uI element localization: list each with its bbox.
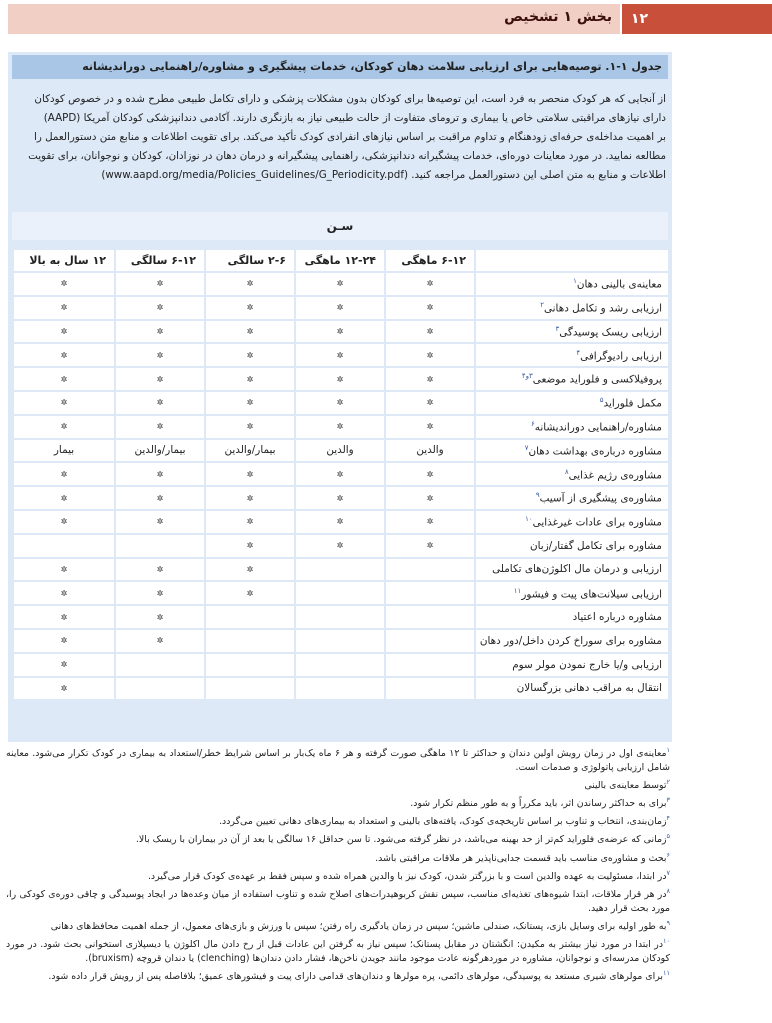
recommended-mark: ✲ (386, 511, 474, 533)
empty-cell (386, 630, 474, 652)
recommended-mark: ✲ (14, 487, 114, 509)
footnote-number: ۷ (666, 868, 670, 877)
recommended-mark: ✲ (386, 487, 474, 509)
footnote (6, 744, 670, 774)
recommended-mark: ✲ (116, 368, 204, 390)
empty-cell (296, 606, 384, 628)
recommended-mark: ✲ (386, 535, 474, 557)
row-label (476, 321, 668, 343)
row-label-text: ارزیابی سیلانت‌های پیت و فیشور (521, 587, 662, 600)
empty-cell (296, 630, 384, 652)
row-label (476, 344, 668, 366)
empty-cell (386, 582, 474, 604)
recommended-mark: ✲ (116, 582, 204, 604)
row-label (476, 416, 668, 438)
recommended-mark: ✲ (386, 416, 474, 438)
recommended-mark: ✲ (14, 678, 114, 700)
table-row (14, 368, 668, 390)
recommended-mark: ✲ (296, 487, 384, 509)
footnote (6, 776, 670, 793)
recommended-mark: ✲ (14, 392, 114, 414)
recommended-mark: ✲ (116, 606, 204, 628)
recommended-mark: ✲ (296, 344, 384, 366)
table-row (14, 297, 668, 319)
recommended-mark: ✲ (386, 463, 474, 485)
recommended-mark: ✲ (14, 416, 114, 438)
empty-cell (206, 630, 294, 652)
table-row (14, 606, 668, 628)
row-label (476, 273, 668, 295)
empty-cell (386, 654, 474, 676)
row-label-text: ارزیابی رادیوگرافی (580, 350, 662, 363)
row-label-text: مشاوره برای عادات غیرغذایی (532, 516, 662, 529)
recommended-mark: ✲ (386, 344, 474, 366)
row-label-text: مکمل فلوراید (603, 397, 662, 410)
footnote-text: در هر قرار ملاقات، ابتدا شیوه‌های تغذیه‌ای مناسب، سپس نقش کربوهیدرات‌های اصلاح شده و تناوب استفاده از میان وعده‌ها در ایجاد پوسیدگی و چاقی دوره‌ی کودکی را، مورد بحث قرار دهید. (6, 889, 670, 914)
column-header: ۲-۶ سالگی (206, 250, 294, 271)
empty-cell (14, 535, 114, 557)
recommended-mark: ✲ (206, 463, 294, 485)
page-number: ۱۲ (630, 11, 648, 27)
footnote-number: ۳ (666, 796, 670, 805)
footnote-number: ۶ (666, 850, 670, 859)
footnote-number: ۱۰ (663, 937, 670, 946)
empty-cell (296, 582, 384, 604)
footnote-number: ۴ (666, 814, 670, 823)
empty-cell (296, 559, 384, 581)
footnote (6, 917, 670, 934)
footnote-number: ۸ (666, 887, 670, 896)
footnotes (6, 744, 670, 985)
row-label (476, 559, 668, 581)
row-label (476, 463, 668, 485)
row-label (476, 440, 668, 462)
recommended-mark: ✲ (386, 321, 474, 343)
intro-line: اطلاعات و منابع به متن اصلی این دستورالعمل مراجعه کنید. (www.aapd.org/media/Policies_Guidelines/G_Periodicity.pdf) (101, 169, 666, 181)
empty-cell (116, 678, 204, 700)
footnote-ref: ۲ (540, 300, 544, 309)
row-label (476, 487, 668, 509)
footnote-text: زمان‌بندی، انتخاب و تناوب بر اساس تاریخچه‌ی کودک، یافته‌های بالینی و استعداد به بیماری‌های دهانی تعیین می‌گردد. (219, 816, 667, 828)
intro-text (14, 90, 666, 185)
footnote-ref: ۶ (531, 419, 535, 428)
recommended-mark: ✲ (116, 630, 204, 652)
empty-cell (386, 606, 474, 628)
row-label-text: مشاوره برای سوراخ کردن داخل/دور دهان (479, 634, 662, 647)
empty-cell (206, 654, 294, 676)
recommended-mark: ✲ (206, 321, 294, 343)
recommended-mark: ✲ (206, 487, 294, 509)
recommended-mark: ✲ (14, 582, 114, 604)
row-label-text: مشاوره برای تکامل گفتار/زبان (530, 539, 662, 552)
footnote (6, 794, 670, 811)
recommended-mark: ✲ (386, 392, 474, 414)
row-label (476, 630, 668, 652)
recommended-mark: ✲ (206, 511, 294, 533)
intro-line: بر اهمیت مداخله‌ی حرفه‌ای زودهنگام و تداوم مراقبت بر اساس نیازهای انفرادی کودک تأکید می‌کند. برای تقویت اطلاعات و منابع متن دستورالعمل را (34, 131, 666, 143)
recommended-mark: ✲ (116, 487, 204, 509)
recommended-mark: ✲ (206, 582, 294, 604)
recommended-mark: ✲ (14, 344, 114, 366)
empty-cell (116, 535, 204, 557)
recommended-mark: ✲ (206, 535, 294, 557)
recommended-mark: ✲ (206, 273, 294, 295)
recommended-mark: ✲ (296, 416, 384, 438)
footnote (6, 967, 670, 984)
footnote (6, 849, 670, 866)
table-cell: والدین (386, 440, 474, 462)
table-header (14, 250, 668, 271)
table-row (14, 463, 668, 485)
footnote-text: برای مولرهای شیری مستعد به پوسیدگی، مولرهای دائمی، پره مولرها و دندان‌های قدامی دارای پیت و فیشورهای عمیق؛ بلافاصله پس از رویش قرار داده شود. (48, 971, 664, 983)
row-label (476, 606, 668, 628)
footnote-text: زمانی که عرضه‌ی فلوراید کم‌تر از حد بهینه می‌باشد، در نظر گرفته می‌شود. تا سن حداقل ۱۶ سالگی یا بعد از آن در بیماران با ریسک بالا. (135, 834, 667, 846)
footnote-number: ۲ (666, 777, 670, 786)
table-row (14, 273, 668, 295)
recommended-mark: ✲ (386, 297, 474, 319)
recommended-mark: ✲ (14, 463, 114, 485)
table-row (14, 511, 668, 533)
table-row (14, 416, 668, 438)
row-label (476, 582, 668, 604)
row-label-text: ارزیابی ریسک پوسیدگی (559, 326, 662, 339)
recommended-mark: ✲ (116, 463, 204, 485)
recommended-mark: ✲ (296, 535, 384, 557)
table-row (14, 654, 668, 676)
footnote-number: ۱ (666, 746, 670, 754)
recommended-mark: ✲ (14, 368, 114, 390)
footnote (6, 885, 670, 915)
table-row (14, 487, 668, 509)
table-row (14, 535, 668, 557)
table-cell: بیمار (14, 440, 114, 462)
recommended-mark: ✲ (296, 463, 384, 485)
empty-cell (206, 606, 294, 628)
footnote-ref: ۳ (555, 324, 560, 333)
recommended-mark: ✲ (14, 273, 114, 295)
row-label-text: مشاوره/راهنمایی دوراندیشانه (534, 421, 662, 434)
recommended-mark: ✲ (206, 344, 294, 366)
age-header: سـن (12, 212, 668, 240)
recommended-mark: ✲ (206, 559, 294, 581)
recommended-mark: ✲ (116, 416, 204, 438)
empty-cell (296, 654, 384, 676)
recommended-mark: ✲ (14, 630, 114, 652)
recommended-mark: ✲ (116, 273, 204, 295)
row-label (476, 535, 668, 557)
footnote-text: توسط معاینه‌ی بالینی (584, 779, 667, 791)
recommended-mark: ✲ (296, 392, 384, 414)
recommended-mark: ✲ (116, 559, 204, 581)
recommended-mark: ✲ (296, 273, 384, 295)
table-row (14, 582, 668, 604)
empty-cell (116, 654, 204, 676)
recommended-mark: ✲ (386, 273, 474, 295)
table-row (14, 440, 668, 462)
footnote-ref: ۳و۴ (521, 372, 533, 381)
footnote-number: ۵ (666, 832, 670, 841)
column-header: ۶-۱۲ سالگی (116, 250, 204, 271)
empty-cell (296, 678, 384, 700)
footnote-text: به طور اولیه برای وسایل بازی، پستانک، صندلی ماشین؛ سپس در زمان یادگیری راه رفتن؛ سپس با ورزش و بازی‌های معمول، از جمله اهمیت محافظ‌های دهانی (50, 921, 667, 933)
column-header: ۶-۱۲ ماهگی (386, 250, 474, 271)
footnote-text: برای به حداکثر رساندن اثر، باید مکرراً و به طور منظم تکرار شود. (410, 798, 667, 810)
column-header: ۱۲-۲۴ ماهگی (296, 250, 384, 271)
row-label-text: ارزیابی رشد و تکامل دهانی (544, 302, 662, 315)
table-row (14, 559, 668, 581)
chapter-title: بخش ۱ تشخیص (504, 9, 612, 25)
table-row (14, 630, 668, 652)
recommended-mark: ✲ (116, 511, 204, 533)
table-cell: والدین (296, 440, 384, 462)
column-header: ۱۲ سال به بالا (14, 250, 114, 271)
footnote (6, 830, 670, 847)
row-label-text: مشاوره درباره‌ی بهداشت دهان (528, 445, 662, 458)
recommended-mark: ✲ (14, 297, 114, 319)
empty-cell (386, 559, 474, 581)
recommended-mark: ✲ (14, 606, 114, 628)
column-header (476, 250, 668, 271)
footnote (6, 935, 670, 965)
intro-line: از آنجایی که هر کودک منحصر به فرد است، این توصیه‌ها برای کودکان بدون مشکلات پزشکی و دارای تکامل طبیعی مطرح شده و در خصوص کودکان (34, 93, 666, 105)
recommended-mark: ✲ (206, 368, 294, 390)
recommended-mark: ✲ (296, 511, 384, 533)
footnote-ref: ۹ (535, 491, 540, 500)
empty-cell (386, 678, 474, 700)
empty-cell (206, 678, 294, 700)
table-body (14, 273, 668, 699)
intro-line: مطالعه نمایید. در مورد معاینات دوره‌ای، خدمات پیشگیرانه دندانپزشکی، راهنمایی پیشگیرانه و درمان دهان در نوزادان، کودکان و نوجوانان، برای تقویت (28, 150, 666, 162)
table-row (14, 678, 668, 700)
row-label (476, 392, 668, 414)
row-label (476, 678, 668, 700)
footnote-text: معاینه‌ی اول در زمان رویش اولین دندان و حداکثر تا ۱۲ ماهگی صورت گرفته و هر ۶ ماه یک‌بار بر اساس شرایط خطر/استعداد به بیماری در کودک تکرار می‌شود. معاینه شامل ارزیابی پاتولوژی و صدمات است. (6, 748, 670, 773)
row-label-text: انتقال به مراقب دهانی بزرگسالان (516, 682, 662, 695)
footnote-ref: ۴ (576, 348, 581, 357)
footnote-number: ۹ (666, 918, 670, 927)
row-label-text: معاینه‌ی بالینی دهان (576, 278, 662, 291)
recommended-mark: ✲ (206, 392, 294, 414)
table-caption (12, 55, 668, 79)
row-label-text: ارزیابی و/یا خارج نمودن مولر سوم (512, 658, 662, 671)
recommended-mark: ✲ (14, 654, 114, 676)
row-label-text: مشاوره درباره اعتیاد (572, 611, 662, 624)
row-label (476, 654, 668, 676)
table-box (8, 52, 672, 742)
row-label-text: مشاوره‌ی پیشگیری از آسیب (539, 492, 662, 505)
table-row (14, 392, 668, 414)
row-label (476, 368, 668, 390)
recommendations-table (12, 248, 670, 701)
recommended-mark: ✲ (296, 368, 384, 390)
footnote (6, 867, 670, 884)
footnote-ref: ۸ (564, 467, 569, 476)
footnote-text: در ابتدا، مسئولیت به عهده والدین است و با بزرگتر شدن، کودک نیز با والدین همراه شده و سپس فقط بر عهده‌ی کودک قرار می‌گیرد. (147, 871, 667, 883)
footnote-text: بحث و مشاوره‌ی مناسب باید قسمت جدایی‌ناپذیر هر ملاقات مراقبتی باشد. (375, 852, 667, 864)
row-label-text: مشاوره‌ی رژیم غذایی (568, 469, 662, 481)
recommended-mark: ✲ (296, 321, 384, 343)
table-caption-text: جدول ۱-۱. توصیه‌هایی برای ارزیابی سلامت دهان کودکان، خدمات پیشگیری و مشاوره/راهنمایی دوراندیشانه (82, 60, 662, 73)
recommended-mark: ✲ (206, 297, 294, 319)
footnote-ref: ۷ (524, 443, 529, 452)
footnote-ref: ۱۱ (513, 586, 522, 595)
table-row (14, 321, 668, 343)
footnote-text: در ابتدا در مورد نیاز بیشتر به مکیدن: انگشتان در مقابل پستانک؛ سپس نیاز به گرفتن این عادات قبل از رخ دادن مال اکلوژن یا دیسپلازی استخوانی بحث شود. در مورد کودکان مدرسه‌ای و نوجوانان، مشاوره در موردهرگونه عادت موجود مانند جویدن ناخن‌ها، فشار دادن دندان‌ها (clenching) یا دندان قروچه (bruxism). (6, 939, 670, 964)
row-label-text: ارزیابی و درمان مال اکلوژن‌های تکاملی (492, 563, 662, 576)
footnote-ref: ۱ (573, 277, 577, 286)
footnote (6, 812, 670, 829)
recommended-mark: ✲ (386, 368, 474, 390)
recommended-mark: ✲ (116, 392, 204, 414)
footnote-number: ۱۱ (663, 968, 670, 977)
recommended-mark: ✲ (14, 321, 114, 343)
row-label-text: پروفیلاکسی و فلوراید موضعی (532, 373, 662, 386)
table-cell: بیمار/والدین (116, 440, 204, 462)
footnote-ref: ۵ (599, 396, 604, 405)
row-label (476, 297, 668, 319)
recommended-mark: ✲ (116, 344, 204, 366)
table-cell: بیمار/والدین (206, 440, 294, 462)
footnote-ref: ۱۰ (525, 515, 533, 524)
recommended-mark: ✲ (116, 297, 204, 319)
header-row (14, 250, 668, 271)
page-header (0, 0, 772, 36)
intro-line: دارای نیازهای مراقبتی سلامتی خاص یا بیماری و ترومای متفاوت از حالت طبیعی نیاز به بازنگری دارند. آکادمی دندانپزشکی کودکان آمریکا (AAPD) (43, 112, 666, 124)
recommended-mark: ✲ (14, 511, 114, 533)
recommended-mark: ✲ (296, 297, 384, 319)
recommended-mark: ✲ (116, 321, 204, 343)
recommended-mark: ✲ (14, 559, 114, 581)
page-number-block (622, 4, 772, 34)
recommended-mark: ✲ (206, 416, 294, 438)
row-label (476, 511, 668, 533)
table-row (14, 344, 668, 366)
